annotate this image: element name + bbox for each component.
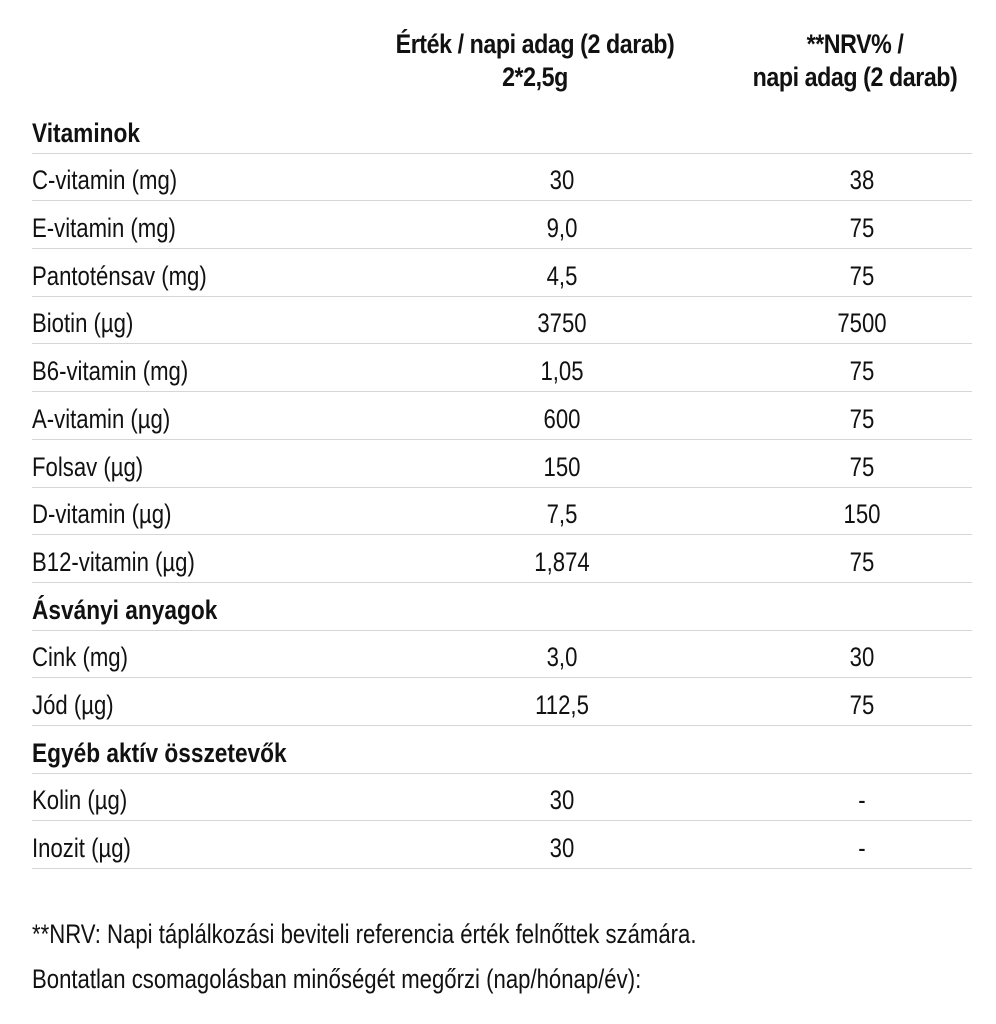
nutrient-name: Pantoténsav (mg) <box>32 260 207 291</box>
nutrient-name: Kolin (µg) <box>32 785 128 816</box>
column-header-value-line2: 2*2,5g <box>502 62 568 92</box>
table-row <box>32 154 972 202</box>
nutrient-name: E-vitamin (mg) <box>32 213 176 244</box>
nutrient-nrv-percent: 75 <box>849 689 875 720</box>
nutrient-nrv-percent: - <box>858 785 866 816</box>
footnote-best-before: Bontatlan csomagolásban minőségét megőrzi (nap/hónap/év): <box>32 964 642 994</box>
section-title: Ásványi anyagok <box>32 594 218 625</box>
column-header-value <box>333 28 737 94</box>
column-header-nrv <box>683 28 996 94</box>
table-row <box>32 440 972 488</box>
nutrient-name: A-vitamin (µg) <box>32 403 171 434</box>
nutrient-value: 150 <box>543 451 581 482</box>
footnote-nrv-definition: **NRV: Napi táplálkozási beviteli referencia érték felnőttek számára. <box>32 919 697 949</box>
table-row <box>32 488 972 536</box>
section-title: Egyéb aktív összetevők <box>32 737 287 768</box>
nutrient-name: B12-vitamin (µg) <box>32 546 195 577</box>
column-header-value-line1: Érték / napi adag (2 darab) <box>395 29 675 59</box>
nutrient-nrv-percent: 38 <box>849 165 875 196</box>
nutrient-table <box>32 106 972 869</box>
nutrient-name: D-vitamin (µg) <box>32 499 172 530</box>
nutrient-name: Cink (mg) <box>32 642 128 673</box>
table-row <box>32 535 972 583</box>
nutrient-value: 3750 <box>537 308 587 339</box>
nutrient-value: 30 <box>549 785 575 816</box>
nutrient-name: Inozit (µg) <box>32 833 131 863</box>
nutrient-value: 600 <box>543 403 581 434</box>
nutrient-name: C-vitamin (mg) <box>32 165 178 196</box>
nutrient-value: 112,5 <box>535 689 589 720</box>
nutrient-value: 4,5 <box>546 260 578 291</box>
nutrient-nrv-percent: 30 <box>849 642 875 673</box>
nutrient-name: Jód (µg) <box>32 689 114 720</box>
table-row <box>32 344 972 392</box>
table-row <box>32 774 972 822</box>
nutrient-value: 3,0 <box>546 642 578 673</box>
nutrient-value: 7,5 <box>546 499 578 530</box>
column-header-nrv-line2: napi adag (2 darab) <box>752 62 958 92</box>
nutrient-name: Biotin (µg) <box>32 308 134 339</box>
section-header-row <box>32 726 972 774</box>
section-header-row <box>32 106 972 154</box>
table-row <box>32 631 972 679</box>
nutrient-nrv-percent: 75 <box>849 403 875 434</box>
nutrient-value: 9,0 <box>546 213 578 244</box>
column-header-nrv-line1: **NRV% / <box>806 29 904 59</box>
nutrient-nrv-percent: 150 <box>843 499 881 530</box>
nutrient-nrv-percent: 75 <box>849 356 875 387</box>
table-row <box>32 392 972 440</box>
nutrient-nrv-percent: 7500 <box>837 308 887 339</box>
nutrient-name: B6-vitamin (mg) <box>32 356 189 387</box>
section-header-row <box>32 583 972 631</box>
nutrient-nrv-percent: 75 <box>849 213 875 244</box>
nutrient-nrv-percent: 75 <box>849 451 875 482</box>
section-title: Vitaminok <box>32 117 140 148</box>
table-row <box>32 297 972 345</box>
nutrient-value: 30 <box>549 833 575 863</box>
table-row <box>32 201 972 249</box>
nutrient-value: 1,05 <box>540 356 584 387</box>
table-row <box>32 821 972 869</box>
table-row <box>32 678 972 726</box>
nutrient-value: 30 <box>549 165 575 196</box>
nutrient-name: Folsav (µg) <box>32 451 144 482</box>
nutrient-nrv-percent: 75 <box>849 260 875 291</box>
nutrient-nrv-percent: - <box>858 833 866 863</box>
nutrient-value: 1,874 <box>534 546 590 577</box>
nutrient-nrv-percent: 75 <box>849 546 875 577</box>
table-row <box>32 249 972 297</box>
